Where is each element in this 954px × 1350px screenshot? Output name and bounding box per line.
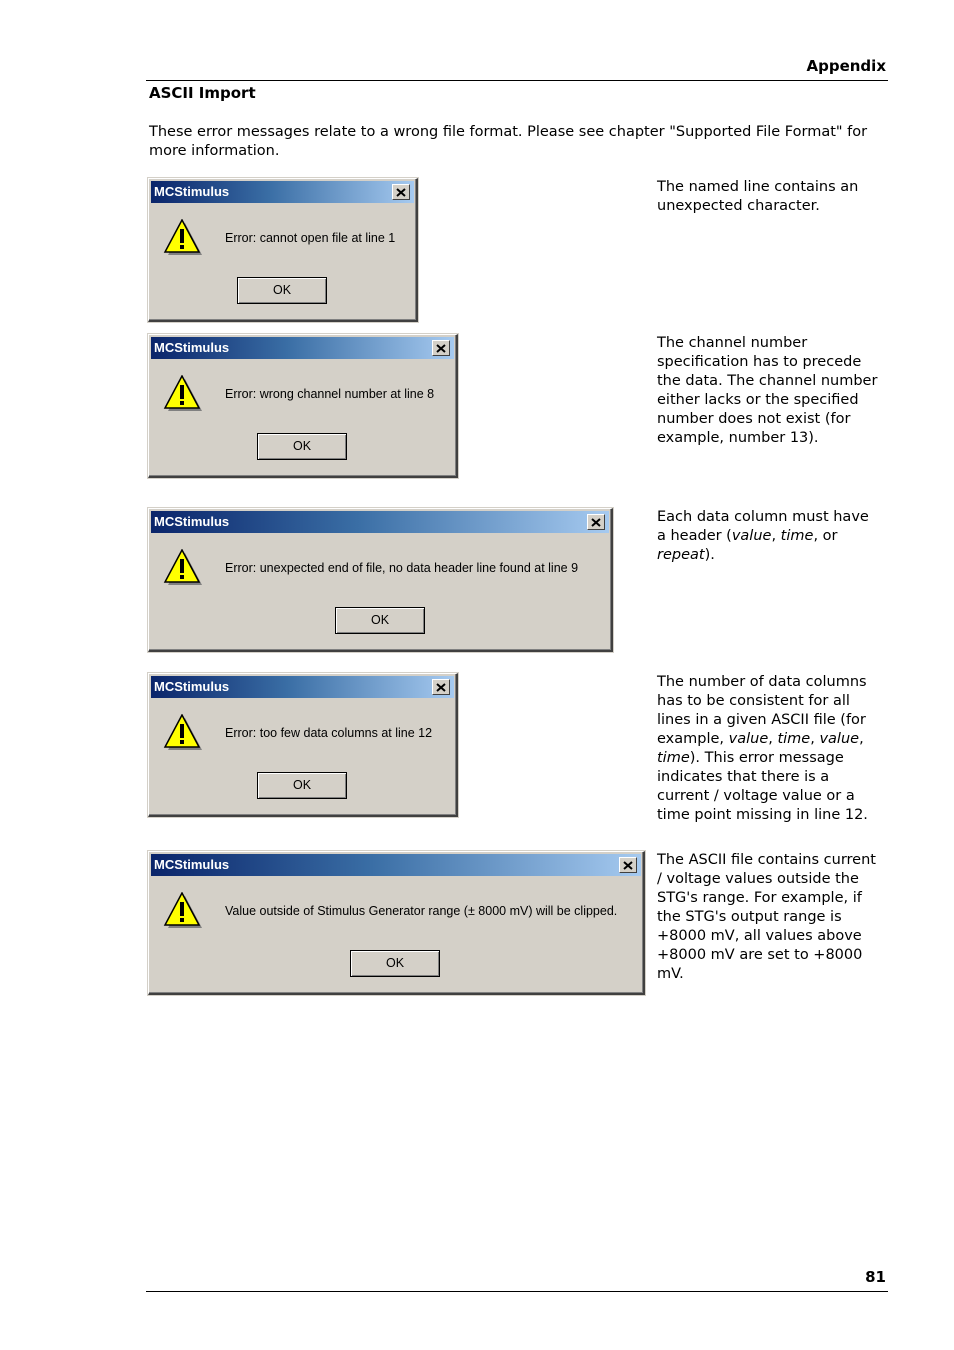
header-rule [146, 80, 888, 81]
dialog-title: MCStimulus [154, 184, 230, 199]
dialog-titlebar[interactable] [151, 337, 454, 359]
ok-button[interactable]: OK [237, 277, 327, 304]
dialog-titlebar[interactable] [151, 181, 414, 203]
dialog-titlebar[interactable] [151, 854, 641, 876]
ok-button[interactable]: OK [335, 607, 425, 634]
description-2: The channel number specification has to precede the data. The channel number either lacks or the specified number does not exist (for example, number 13). [657, 335, 878, 446]
description-1: The named line contains an unexpected character. [657, 179, 859, 214]
description-3: Each data column must have a header (value, time, or repeat). [657, 509, 869, 563]
description-5: The ASCII file contains current / voltage values outside the STG's range. For example, if the STG's output range is +8000 mV, all values above +8000 mV are set to +8000 mV. [657, 852, 876, 982]
dialog-titlebar[interactable] [151, 676, 454, 698]
error-dialog-3 [148, 508, 613, 652]
dialog-message: Value outside of Stimulus Generator range (± 8000 mV) will be clipped. [225, 904, 618, 918]
ok-button[interactable]: OK [257, 433, 347, 460]
warning-icon [163, 714, 203, 752]
close-icon[interactable] [619, 857, 637, 873]
chapter-header: Appendix [806, 57, 886, 75]
intro-paragraph: These error messages relate to a wrong file format. Please see chapter "Supported File Format" for more information. [149, 124, 868, 159]
ok-button[interactable]: OK [257, 772, 347, 799]
dialog-title: MCStimulus [154, 857, 230, 872]
close-icon[interactable] [392, 184, 410, 200]
dialog-message: Error: wrong channel number at line 8 [225, 387, 435, 401]
dialog-title: MCStimulus [154, 340, 230, 355]
close-icon[interactable] [432, 679, 450, 695]
close-icon[interactable] [432, 340, 450, 356]
warning-icon [163, 219, 203, 257]
description-4: The number of data columns has to be consistent for all lines in a given ASCII file (for example, value, time, value, time). This error message indicates that there is a current / voltage value or a time point missing in line 12. [657, 674, 868, 823]
dialog-titlebar[interactable] [151, 511, 609, 533]
footer-rule [146, 1291, 888, 1292]
dialog-message: Error: unexpected end of file, no data header line found at line 9 [225, 561, 579, 575]
dialog-title: MCStimulus [154, 514, 230, 529]
warning-icon [163, 549, 203, 587]
warning-icon [163, 892, 203, 930]
dialog-message: Error: too few data columns at line 12 [225, 726, 433, 740]
error-dialog-1 [148, 178, 418, 322]
warning-dialog-5 [148, 851, 645, 995]
error-dialog-2 [148, 334, 458, 478]
close-icon[interactable] [587, 514, 605, 530]
section-title: ASCII Import [149, 84, 256, 102]
error-dialog-4 [148, 673, 458, 817]
dialog-message: Error: cannot open file at line 1 [225, 231, 396, 245]
page-number: 81 [865, 1268, 886, 1286]
dialog-title: MCStimulus [154, 679, 230, 694]
ok-button[interactable]: OK [350, 950, 440, 977]
warning-icon [163, 375, 203, 413]
